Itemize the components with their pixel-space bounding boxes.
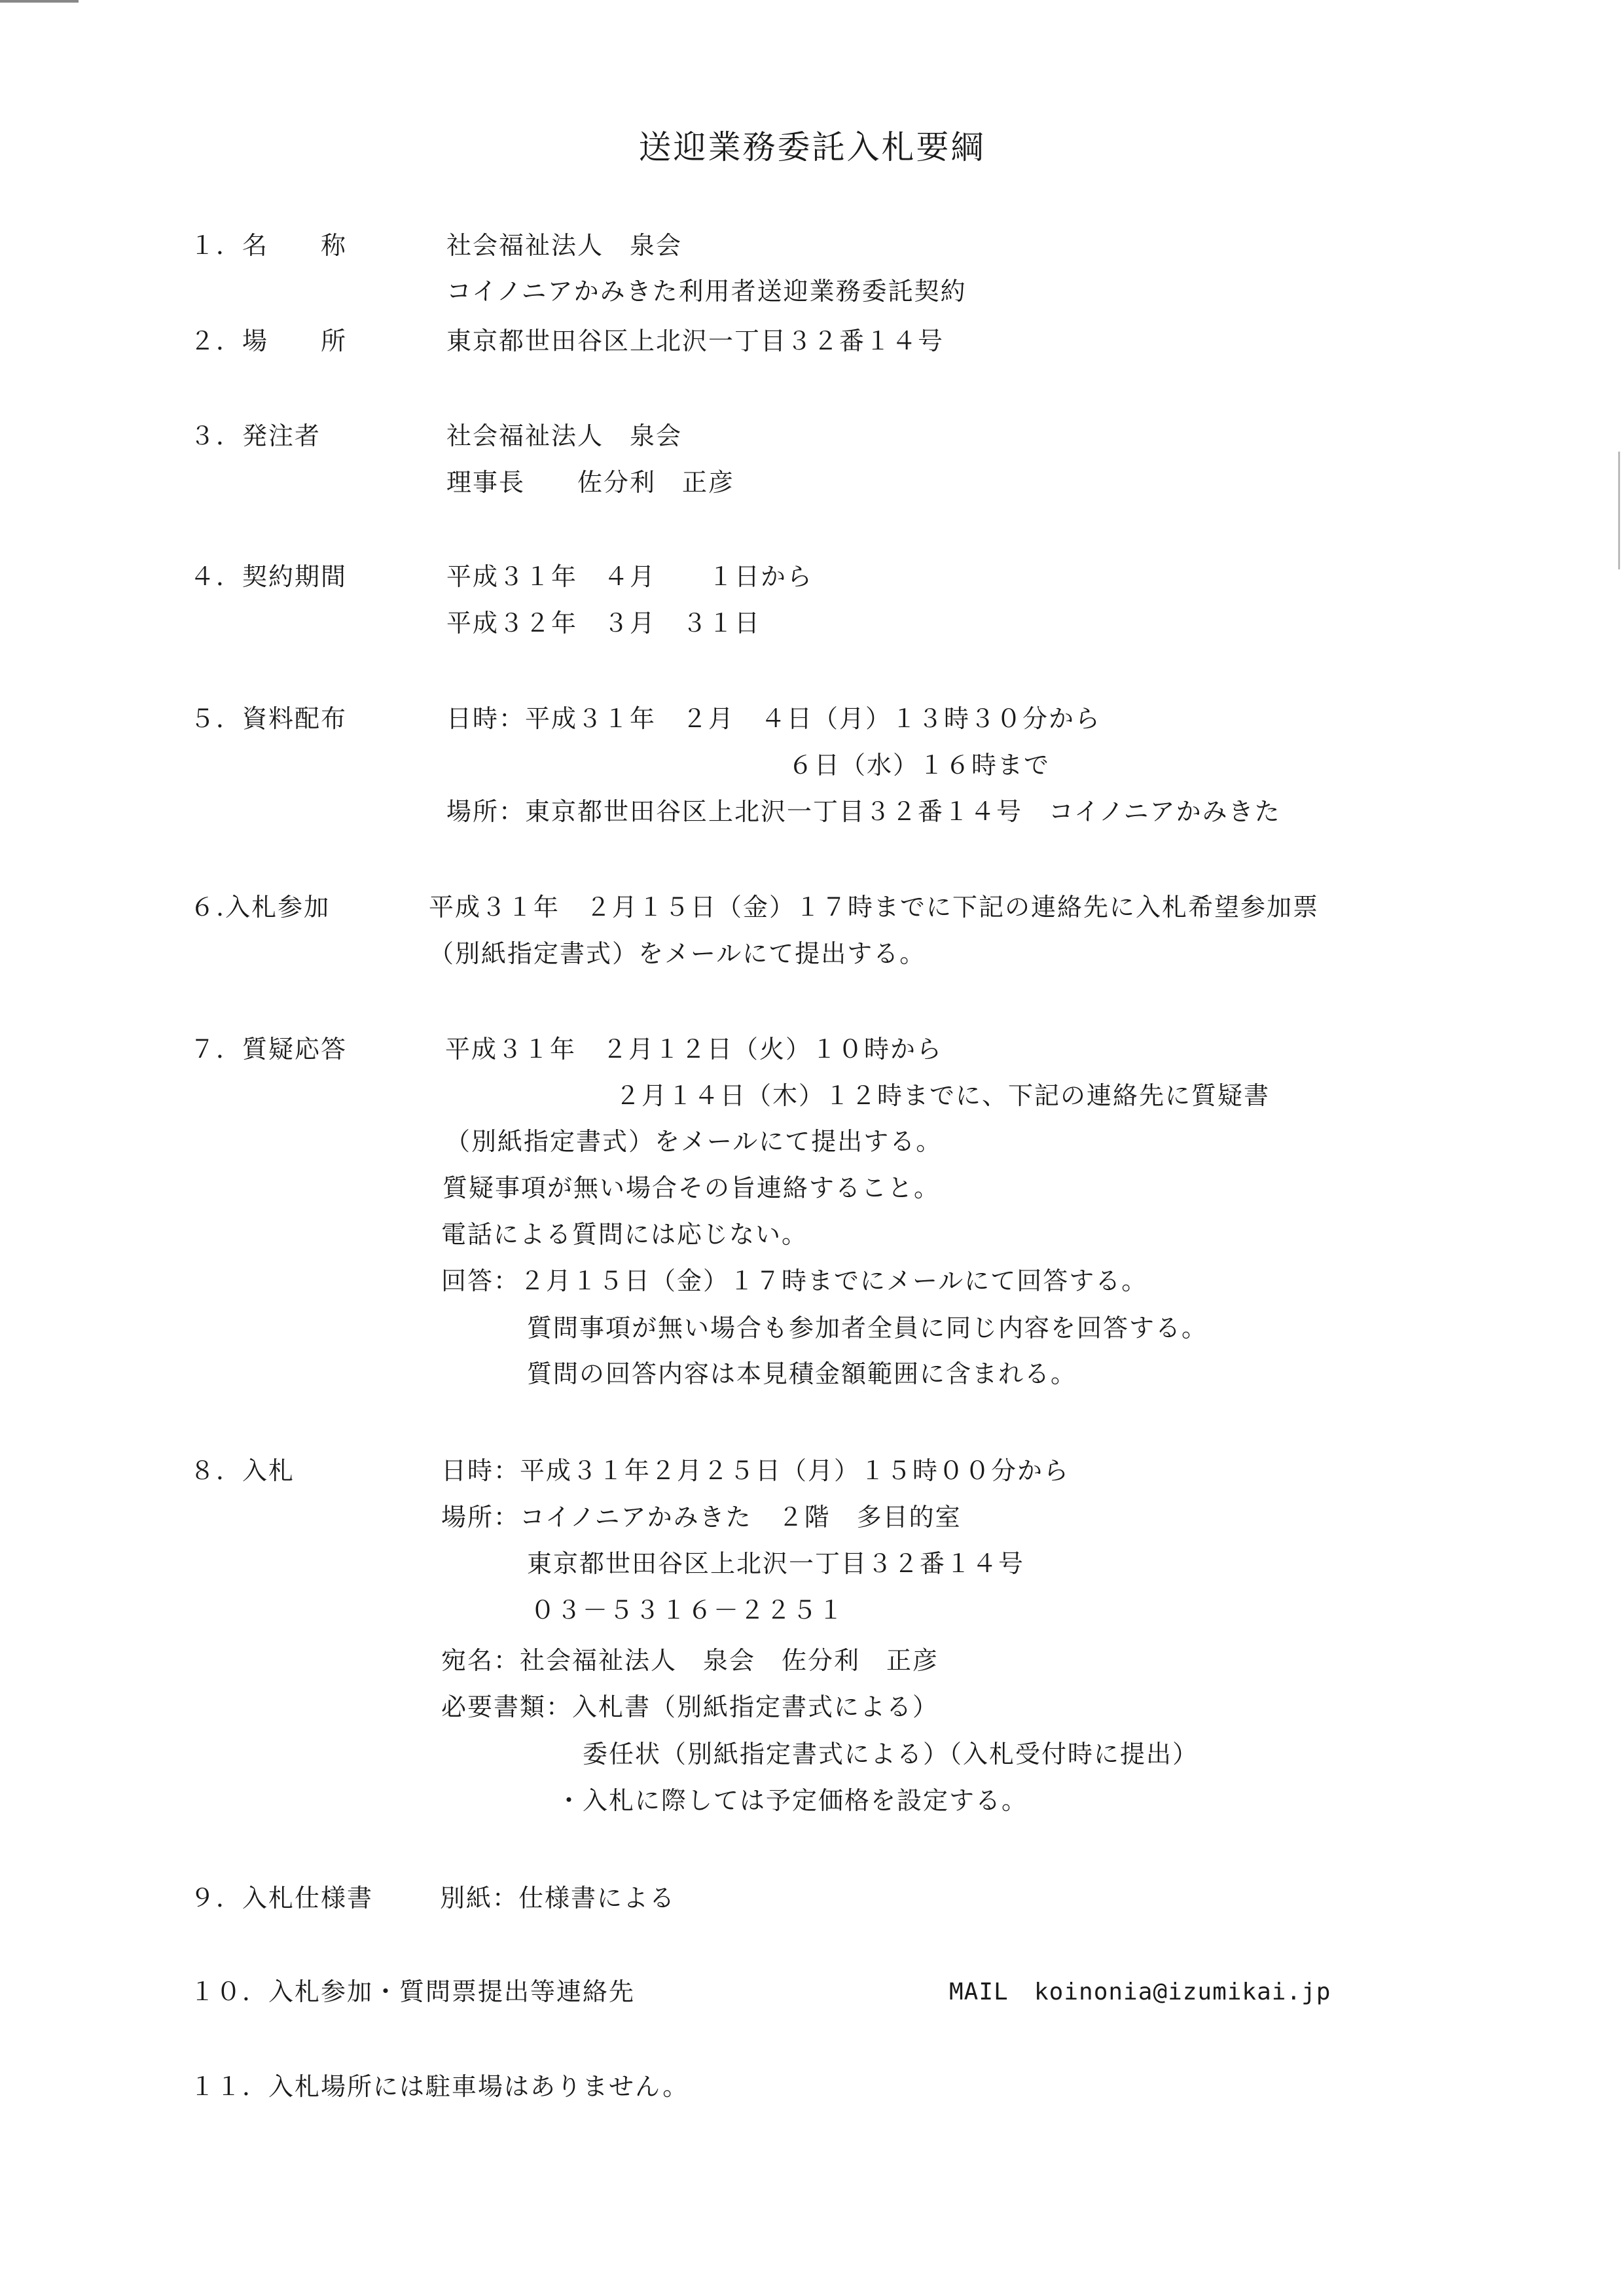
section-7-line-8: 質問の回答内容は本見積金額範囲に含まれる。 (527, 1359, 1077, 1388)
scan-edge-mark (1618, 452, 1620, 569)
section-9-number: ９．入札仕様書 (190, 1884, 374, 1912)
section-1-number: １．名 称 (190, 231, 348, 260)
section-8-line-2: 場所：コイノニアかみきた ２階 多目的室 (441, 1503, 962, 1532)
section-8-line-3: 東京都世田谷区上北沢一丁目３２番１４号 (527, 1549, 1025, 1578)
section-1-line-2: コイノニアかみきた利用者送迎業務委託契約 (446, 277, 967, 306)
section-7-line-1: 平成３１年 ２月１２日（火）１０時から (445, 1035, 943, 1064)
section-2-number: ２．場 所 (190, 327, 348, 355)
mail-label: MAIL (949, 1979, 1009, 2005)
section-4-line-2: 平成３２年 ３月 ３１日 (446, 609, 761, 637)
section-7-line-2: ２月１４日（木）１２時までに、下記の連絡先に質疑書 (615, 1081, 1271, 1110)
section-8-line-1: 日時：平成３１年２月２５日（月）１５時００分から (441, 1456, 1070, 1485)
section-6-line-1: 平成３１年 ２月１５日（金）１７時までに下記の連絡先に入札希望参加票 (429, 893, 1320, 922)
section-8-line-6: 必要書類：入札書（別紙指定書式による） (441, 1693, 939, 1721)
section-7-line-6: 回答：２月１５日（金）１７時までにメールにて回答する。 (441, 1266, 1148, 1295)
section-10-text: １０．入札参加・質問票提出等連絡先 (190, 1977, 636, 2006)
section-7-line-4: 質疑事項が無い場合その旨連絡すること。 (442, 1174, 941, 1202)
section-1-line-1: 社会福祉法人 泉会 (446, 231, 683, 260)
section-6-number: ６.入札参加 (190, 893, 331, 922)
section-8-line-7: 委任状（別紙指定書式による）（入札受付時に提出） (583, 1740, 1199, 1768)
contact-email: koinonia@izumikai.jp (1034, 1979, 1331, 2005)
section-5-line-2: ６日（水）１６時まで (788, 751, 1051, 780)
section-8-line-5: 宛名：社会福祉法人 泉会 佐分利 正彦 (441, 1646, 939, 1675)
section-3-line-2: 理事長 佐分利 正彦 (446, 468, 735, 497)
section-3-line-1: 社会福祉法人 泉会 (446, 422, 683, 450)
section-6-line-2: （別紙指定書式）をメールにて提出する。 (429, 939, 926, 968)
document-title: 送迎業務委託入札要綱 (638, 128, 986, 166)
section-9-line-1: 別紙：仕様書による (440, 1884, 676, 1912)
section-11-text: １１．入札場所には駐車場はありません。 (190, 2072, 689, 2101)
section-3-number: ３．発注者 (190, 422, 321, 450)
section-2-line-1: 東京都世田谷区上北沢一丁目３２番１４号 (446, 327, 945, 355)
section-7-line-5: 電話による質問には応じない。 (441, 1220, 808, 1249)
section-8-number: ８．入札 (190, 1456, 295, 1485)
section-8-line-8: ・入札に際しては予定価格を設定する。 (556, 1786, 1028, 1815)
scan-mark (0, 0, 79, 3)
section-7-number: ７．質疑応答 (190, 1035, 348, 1064)
section-5-number: ５．資料配布 (190, 704, 348, 733)
section-7-line-3: （別紙指定書式）をメールにて提出する。 (445, 1127, 943, 1156)
section-7-line-7: 質問事項が無い場合も参加者全員に同じ内容を回答する。 (527, 1314, 1208, 1342)
section-5-line-3: 場所：東京都世田谷区上北沢一丁目３２番１４号 コイノニアかみきた (446, 797, 1281, 826)
section-8-line-4: ０３－５３１６－２２５１ (530, 1596, 845, 1624)
section-4-number: ４．契約期間 (190, 562, 348, 591)
section-5-line-1: 日時：平成３１年 ２月 ４日（月）１３時３０分から (446, 704, 1102, 733)
section-4-line-1: 平成３１年 ４月 １日から (446, 562, 814, 591)
